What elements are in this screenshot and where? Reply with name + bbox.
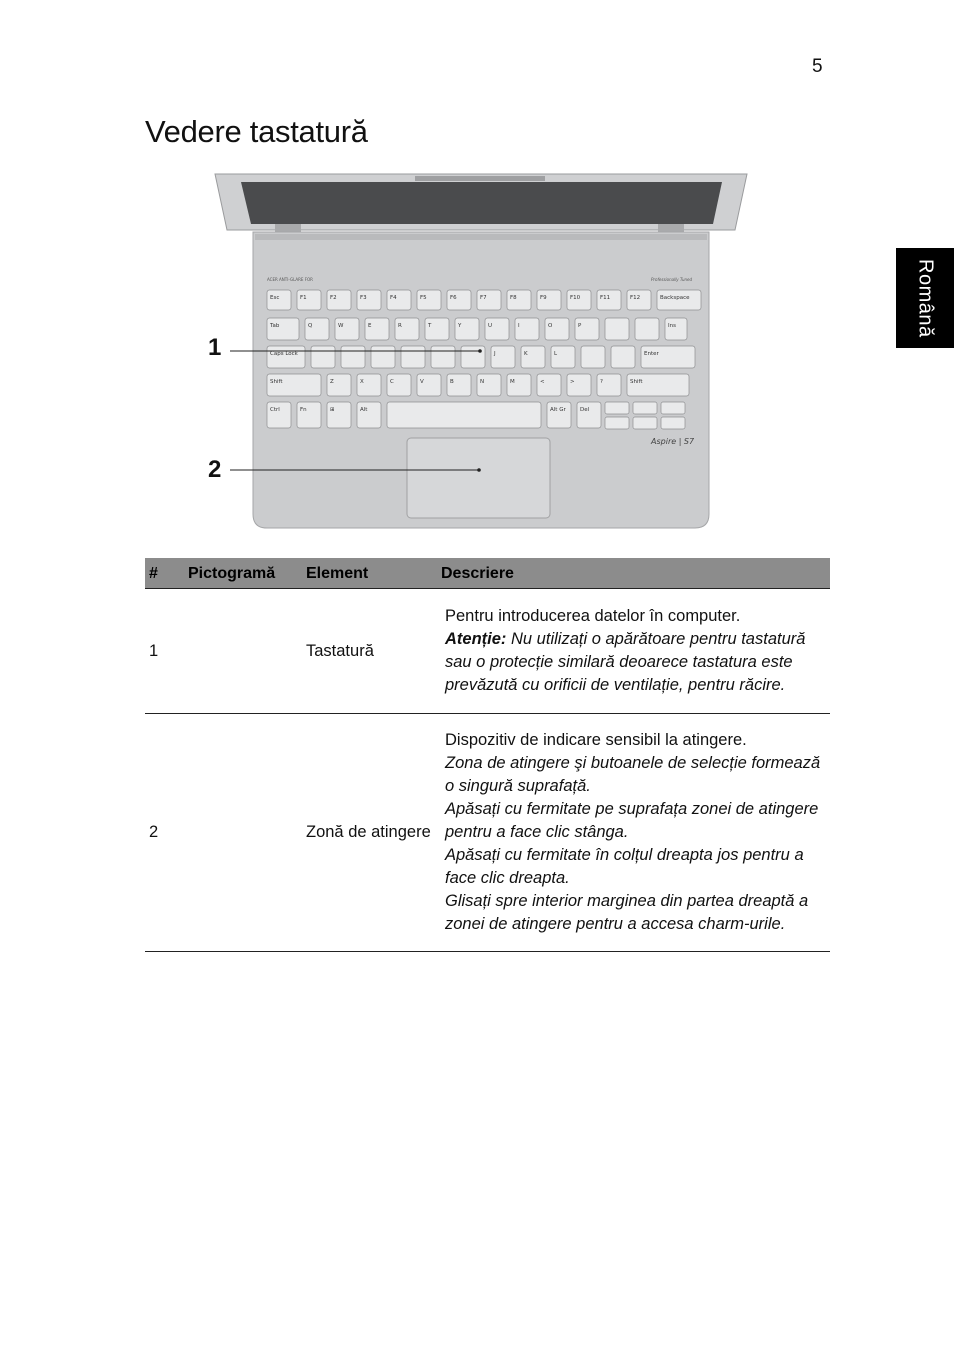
key-label: Y (458, 323, 462, 329)
description-line: Apăsați cu fermitate pe suprafața zonei de atingere pentru a face clic stânga. (445, 800, 819, 841)
key (401, 346, 425, 368)
key-label: Alt Gr (550, 407, 566, 413)
key-label: F5 (420, 295, 427, 301)
page-title: Vedere tastatură (145, 114, 368, 149)
key-label: K (524, 351, 528, 357)
key-label: V (420, 379, 424, 385)
key (485, 318, 509, 340)
key (387, 374, 411, 396)
key-label: Shift (270, 379, 283, 385)
key-label: Ctrl (270, 407, 280, 413)
key (305, 318, 329, 340)
key (327, 374, 351, 396)
key-label: F4 (390, 295, 397, 301)
callout-2: 2 (208, 456, 222, 483)
row-element: Zonă de atingere (302, 714, 437, 952)
key (597, 374, 621, 396)
key-label: T (428, 323, 432, 329)
key-label: < (540, 379, 545, 385)
row-element: Tastatură (302, 589, 437, 714)
key-label: ? (600, 379, 603, 385)
spec-table (145, 558, 830, 952)
key (447, 374, 471, 396)
key (547, 402, 571, 428)
key-label: Ins (668, 323, 676, 329)
description-main: Pentru introducerea datelor în computer. (445, 607, 741, 625)
row-number: 1 (145, 589, 184, 714)
description-line: Apăsați cu fermitate în colțul dreapta jos pentru a face clic dreapta. (445, 846, 804, 887)
lid-top-strip (415, 176, 545, 181)
warning-text: Nu utilizați o apărătoare pentru tastatură sau o protecție similară deoarece tastatura este prevăzută cu orificii de ventilație, pentru răcire. (445, 630, 806, 694)
laptop-illustration (195, 168, 765, 538)
brand-right-label: Professionally Tuned (651, 277, 693, 282)
key (611, 346, 635, 368)
key (357, 374, 381, 396)
warning-label: Atenție: (445, 630, 507, 648)
row-icon (184, 714, 302, 952)
col-header-icon: Pictogramă (184, 558, 302, 589)
key (627, 374, 689, 396)
key-label: Alt (360, 407, 368, 413)
table-header-row (145, 558, 830, 589)
key-label: M (510, 379, 515, 385)
table-row (145, 589, 830, 714)
table-row (145, 714, 830, 952)
page-number: 5 (812, 56, 823, 77)
description-line: Zona de atingere şi butoanele de selecție formează o singură suprafață. (445, 754, 821, 795)
key-label: F7 (480, 295, 487, 301)
laptop-screen (241, 182, 722, 224)
row-description (437, 714, 830, 952)
media-key (633, 417, 657, 429)
col-header-num: # (145, 558, 184, 589)
key (267, 346, 305, 368)
media-key (605, 417, 629, 429)
key (365, 318, 389, 340)
key-label: F11 (600, 295, 611, 301)
language-tab-label: Română (914, 258, 937, 338)
key-label: Backspace (660, 295, 690, 301)
key-label: F3 (360, 295, 367, 301)
callout-dot-1 (478, 349, 482, 353)
key-label: Caps Lock (270, 351, 298, 357)
description-line: Glisați spre interior marginea din partea dreaptă a zonei de atingere pentru a accesa charm-urile. (445, 892, 809, 933)
key (327, 402, 351, 428)
key-label: F2 (330, 295, 337, 301)
key-label: Z (330, 379, 334, 385)
key-label: F1 (300, 295, 307, 301)
media-key (605, 402, 629, 414)
key-label: Tab (270, 323, 280, 329)
key-label: L (554, 351, 558, 357)
hinge-bar (255, 234, 707, 240)
key (515, 318, 539, 340)
key-label: F10 (570, 295, 581, 301)
key-label: O (548, 323, 553, 329)
callout-1: 1 (208, 334, 222, 361)
row-icon (184, 589, 302, 714)
key (491, 346, 515, 368)
key (395, 318, 419, 340)
key-label: P (578, 323, 582, 329)
key (267, 374, 321, 396)
key (461, 346, 485, 368)
col-header-description: Descriere (437, 558, 830, 589)
key-label: W (338, 323, 344, 329)
key (551, 346, 575, 368)
key-label: Shift (630, 379, 643, 385)
key-label: R (398, 323, 402, 329)
key (417, 374, 441, 396)
brand-left-label: ACER ANTI-GLARE FOR (267, 277, 313, 282)
key-label: Esc (270, 295, 280, 301)
key (455, 318, 479, 340)
key-label: X (360, 379, 364, 385)
row-description (437, 589, 830, 714)
callout-dot-2 (477, 468, 481, 472)
key-label: F9 (540, 295, 547, 301)
key (545, 318, 569, 340)
key (477, 374, 501, 396)
media-key (661, 417, 685, 429)
key-label: ⊞ (330, 407, 335, 413)
key (567, 374, 591, 396)
key-label: E (368, 323, 372, 329)
key (581, 346, 605, 368)
keyboard-figure (195, 168, 765, 538)
key (371, 346, 395, 368)
key-label: F6 (450, 295, 457, 301)
key (425, 318, 449, 340)
key (387, 402, 541, 428)
key-label: C (390, 379, 394, 385)
key (641, 346, 695, 368)
model-label: Aspire | S7 (651, 437, 695, 446)
key (507, 374, 531, 396)
key (521, 346, 545, 368)
key (297, 402, 321, 428)
key (335, 318, 359, 340)
key-label: Fn (300, 407, 307, 413)
description-main: Dispozitiv de indicare sensibil la atingere. (445, 731, 747, 749)
key (431, 346, 455, 368)
key (311, 346, 335, 368)
key (575, 318, 599, 340)
key (267, 402, 291, 428)
key (341, 346, 365, 368)
key-label: B (450, 379, 454, 385)
key-label: Del (580, 407, 590, 413)
key-label: U (488, 323, 493, 329)
key-label: Q (308, 323, 313, 329)
key (577, 402, 601, 428)
media-key (633, 402, 657, 414)
row-number: 2 (145, 714, 184, 952)
key (537, 374, 561, 396)
key-label: Enter (644, 351, 659, 357)
key-label: > (570, 379, 575, 385)
key (605, 318, 629, 340)
language-tab (896, 248, 954, 348)
key (357, 402, 381, 428)
col-header-element: Element (302, 558, 437, 589)
description-warning (445, 628, 826, 697)
key (267, 318, 299, 340)
key-label: F8 (510, 295, 517, 301)
key-label: I (518, 323, 520, 329)
key-label: F12 (630, 295, 641, 301)
key-label: N (480, 379, 485, 385)
touchpad (407, 438, 550, 518)
key (665, 318, 687, 340)
key-label: J (494, 351, 496, 357)
key (635, 318, 659, 340)
media-key (661, 402, 685, 414)
